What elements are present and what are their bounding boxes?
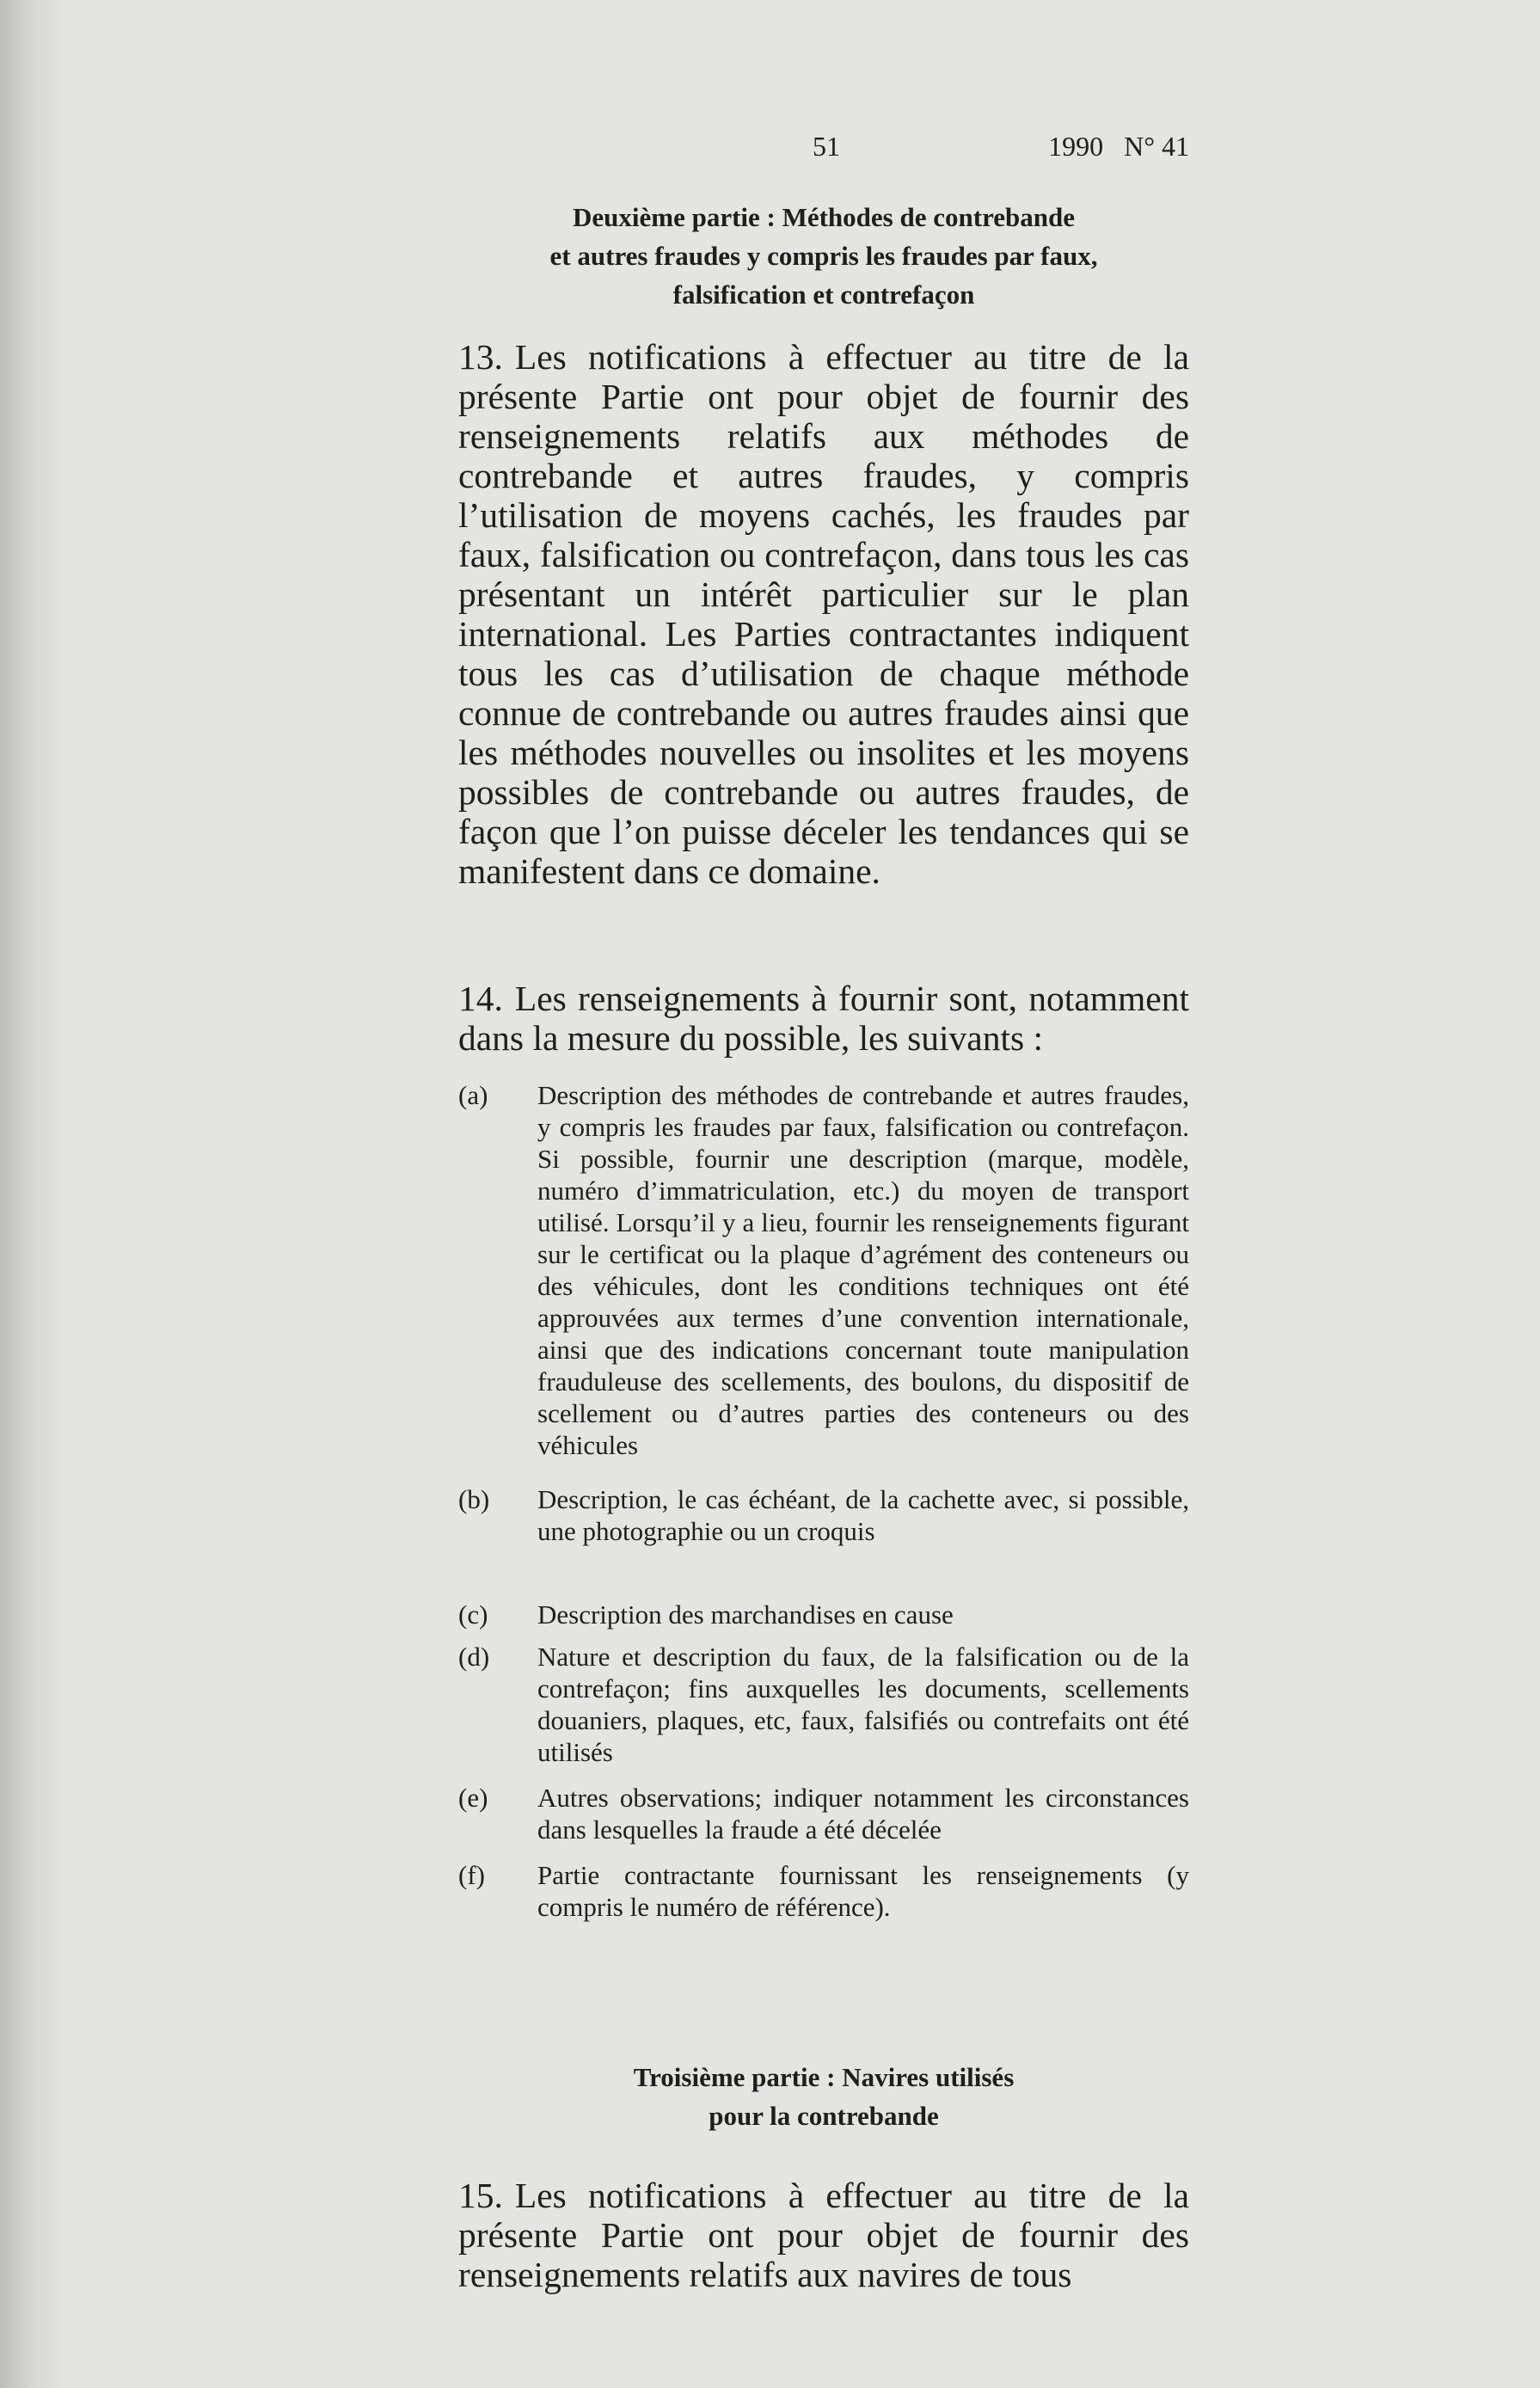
- list-item: [458, 1079, 1189, 1461]
- list-item: [458, 1599, 1189, 1630]
- list-item: [458, 1859, 1189, 1923]
- paragraph-number: 13.: [458, 337, 503, 377]
- page-number: 51: [813, 131, 840, 162]
- item-label: (a): [458, 1080, 488, 1110]
- paragraph-text: Les renseignements à fournir sont, notamment dans la mesure du possible, les suivants :: [458, 979, 1189, 1058]
- item-text: Description, le cas échéant, de la cachette avec, si possible, une photographie ou un croquis: [537, 1484, 1189, 1546]
- heading-line: Troisième partie : Navires utilisés: [633, 2062, 1015, 2092]
- item-label: (b): [458, 1484, 490, 1514]
- paragraph-number: 15.: [458, 2176, 503, 2215]
- part-three-heading: [458, 2058, 1189, 2135]
- list-item: [458, 1641, 1189, 1768]
- item-text: Partie contractante fournissant les renseignements (y compris le numéro de référence).: [537, 1860, 1189, 1922]
- item-text: Autres observations; indiquer notamment les circonstances dans lesquelles la fraude a été décelée: [537, 1783, 1189, 1845]
- paragraph-14: [458, 979, 1189, 1058]
- heading-line: et autres fraudes y compris les fraudes par faux,: [549, 241, 1098, 271]
- heading-line: falsification et contrefaçon: [672, 279, 975, 310]
- heading-line: pour la contrebande: [709, 2101, 939, 2131]
- page-gutter-shadow: [0, 0, 69, 2388]
- item-label: (e): [458, 1783, 488, 1813]
- item-list: [458, 1079, 1189, 1923]
- paragraph-text: Les notifications à effectuer au titre de la présente Partie ont pour objet de fournir des renseignements relatifs aux méthodes de contrebande et autres fraudes, y compris l’utilisation de moyens cachés, les fraudes par faux, falsification ou contrefaçon, dans tous les cas présentant un intérêt particulier sur le plan international. Les Parties contractantes indiquent tous les cas d’utilisation de chaque méthode connue de contrebande ou autres fraudes ainsi que les méthodes nouvelles ou insolites et les moyens possibles de contrebande ou autres fraudes, de façon que l’on puisse déceler les tendances qui se manifestent dans ce domaine.: [458, 337, 1189, 891]
- item-text: Description des méthodes de contrebande et autres fraudes, y compris les fraudes par faux, falsification ou contrefaçon. Si possible, fournir une description (marque, modèle, numéro d’immatriculation, etc.) du moyen de transport utilisé. Lorsqu’il y a lieu, fournir les renseignements figurant sur le certificat ou la plaque d’agrément des conteneurs ou des véhicules, dont les conditions techniques ont été approuvées aux termes d’une convention internationale, ainsi que des indications concernant toute manipulation frauduleuse des scellements, des boulons, du dispositif de scellement ou d’autres parties des conteneurs ou des véhicules: [537, 1080, 1189, 1460]
- part-two-heading: [458, 198, 1189, 314]
- item-label: (f): [458, 1860, 485, 1890]
- item-text: Nature et description du faux, de la falsification ou de la contrefaçon; fins auxquelles les documents, scellements douaniers, plaques, etc, faux, falsifiés ou contrefaits ont été utilisés: [537, 1642, 1189, 1767]
- paragraph-text: Les notifications à effectuer au titre de la présente Partie ont pour objet de fournir des renseignements relatifs aux navires de tous: [458, 2176, 1189, 2294]
- paragraph-15: [458, 2176, 1189, 2294]
- paragraph-number: 14.: [458, 979, 503, 1018]
- item-label: (c): [458, 1599, 488, 1630]
- paragraph-13: [458, 337, 1189, 891]
- heading-line: Deuxième partie : Méthodes de contrebande: [572, 202, 1076, 232]
- list-item: [458, 1782, 1189, 1845]
- document-reference: 1990 N° 41: [1048, 131, 1189, 162]
- list-item: [458, 1483, 1189, 1547]
- item-label: (d): [458, 1642, 490, 1672]
- item-text: Description des marchandises en cause: [537, 1599, 954, 1630]
